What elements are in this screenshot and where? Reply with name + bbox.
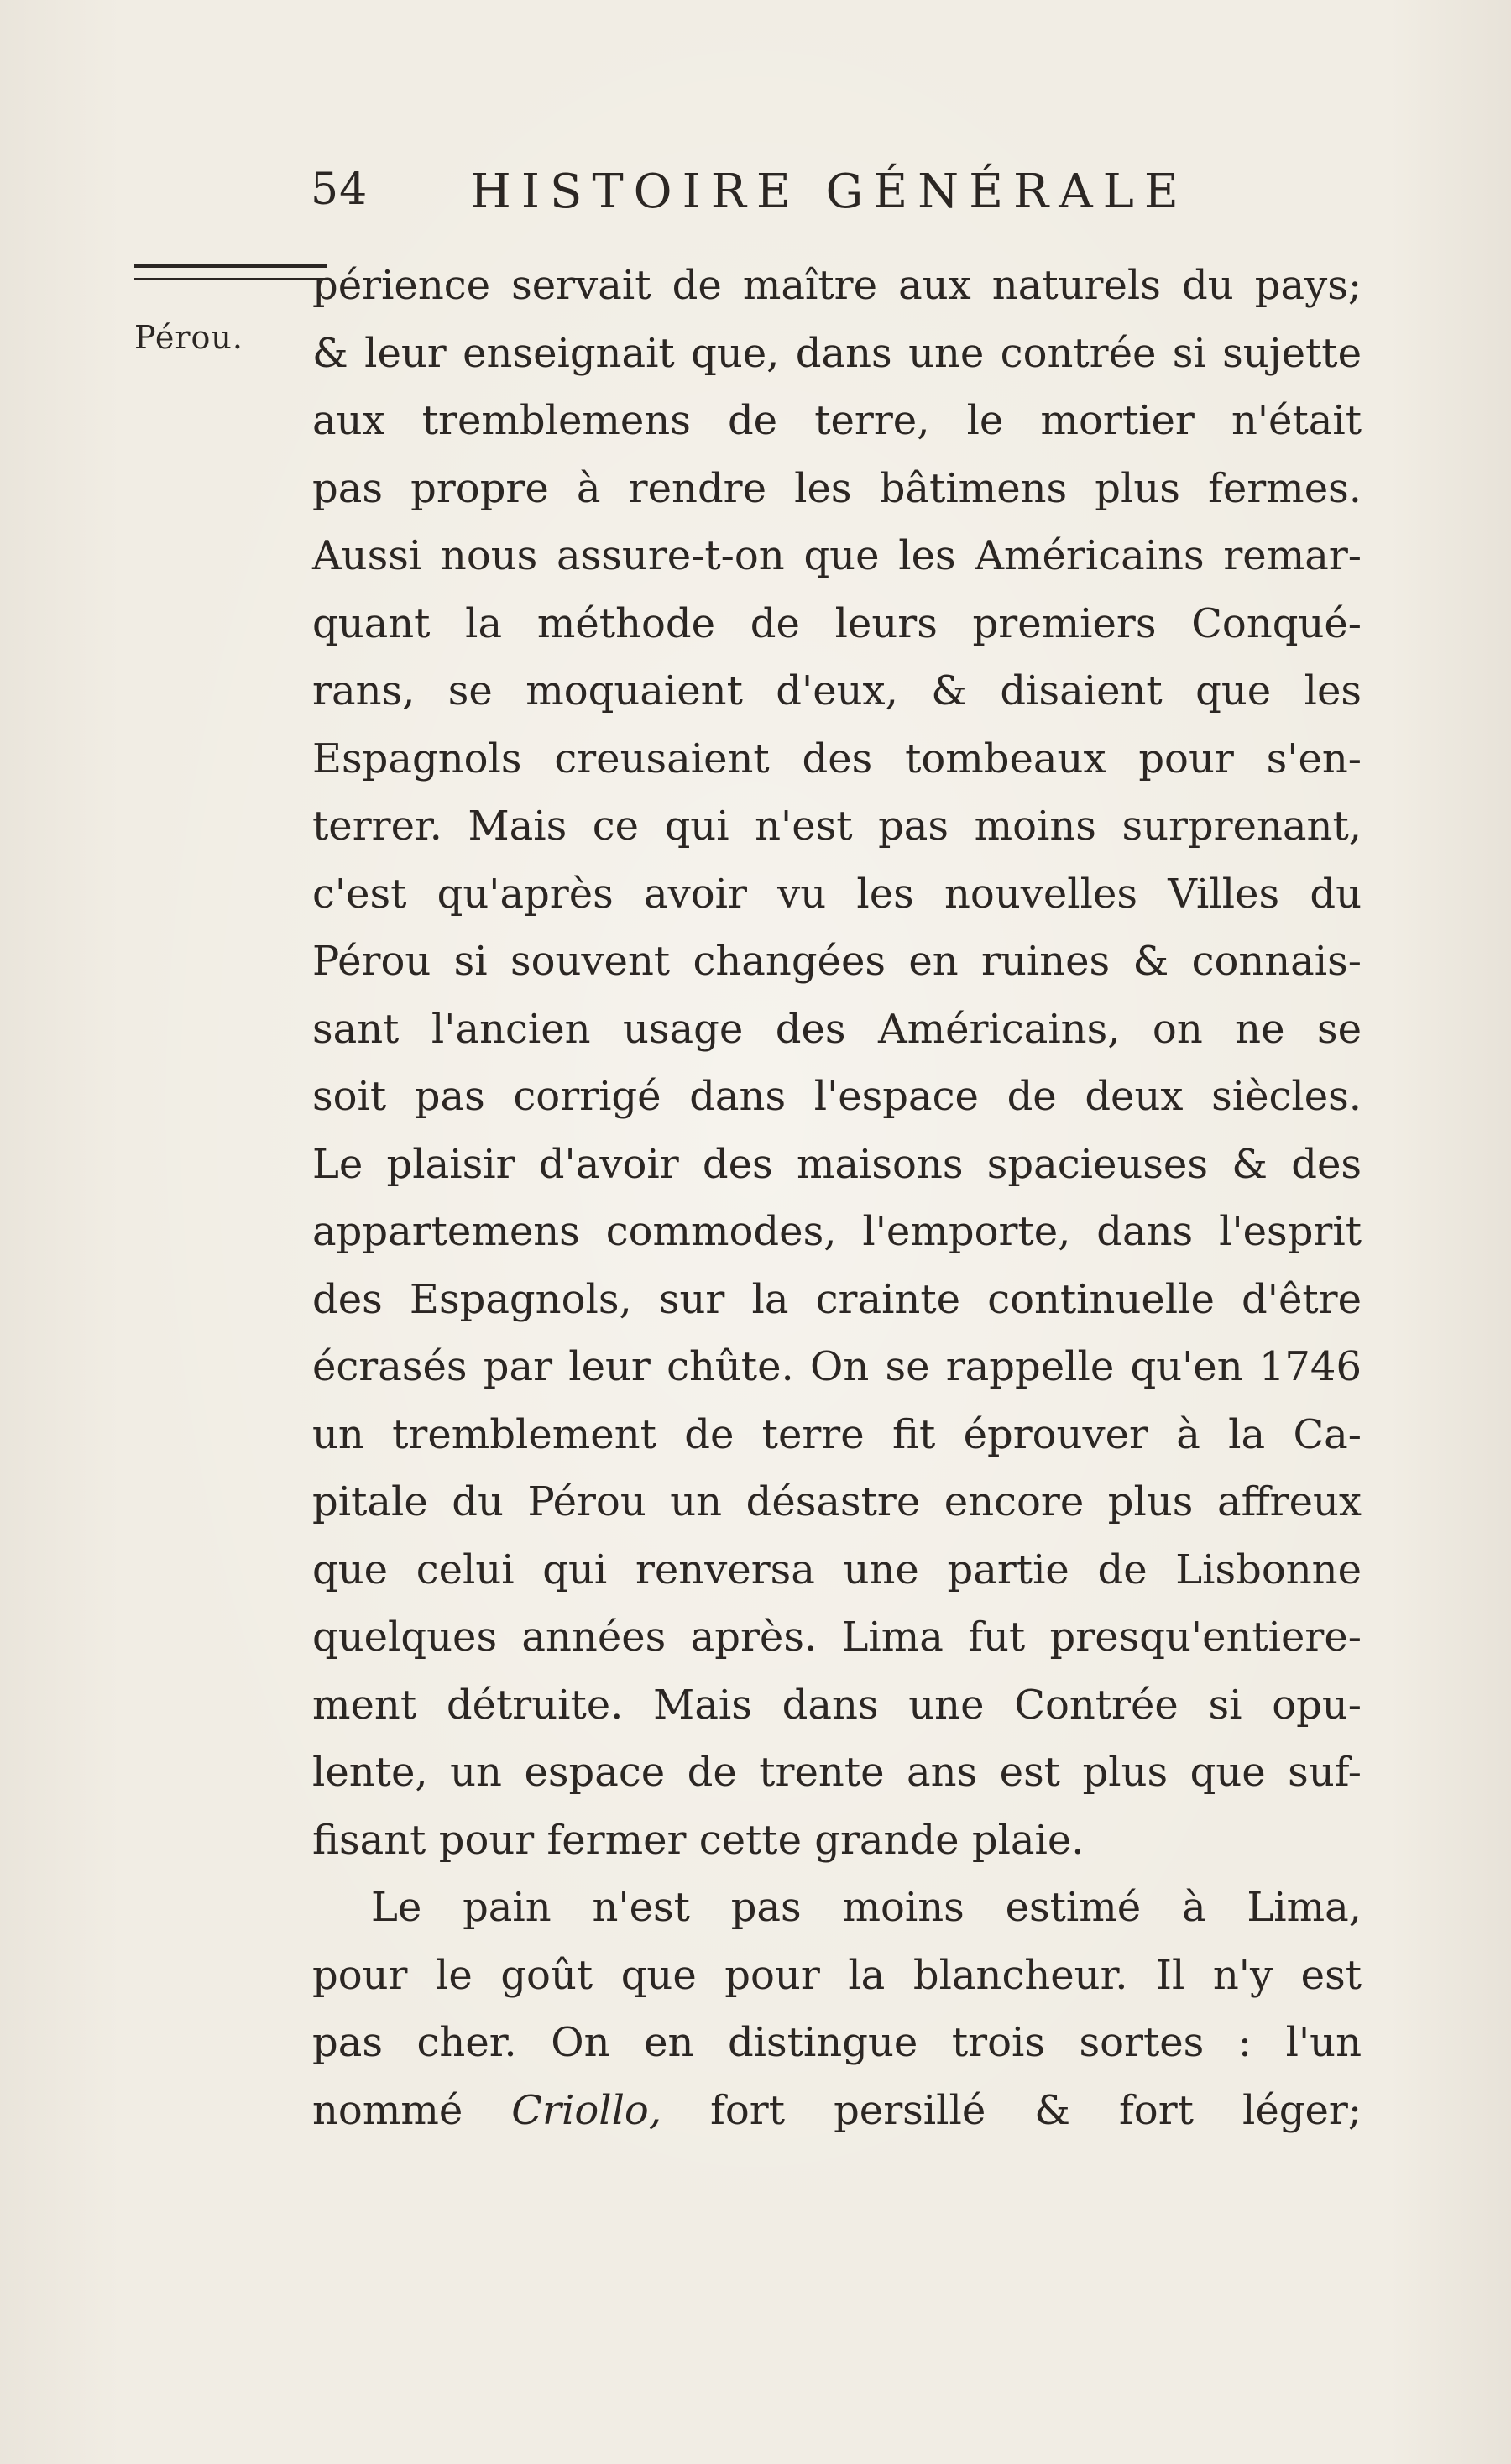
running-title: HISTOIRE GÉNÉRALE [470, 165, 1189, 219]
page-number: 54 [311, 165, 369, 215]
text-line: Espagnols creusaient des tombeaux pour s'en- [312, 735, 1362, 782]
text-line: pour le goût que pour la blancheur. Il n'y est [312, 1951, 1362, 1999]
text-line: Pérou si souvent changées en ruines & connais- [312, 938, 1362, 985]
margin-note: Pérou. [134, 319, 243, 356]
body-text [312, 252, 1362, 2144]
text-line: que celui qui renversa une partie de Lisbonne [312, 1546, 1362, 1593]
text-line: appartemens commodes, l'emporte, dans l'esprit [312, 1208, 1362, 1255]
text-line: un tremblement de terre fit éprouver à la Ca- [312, 1410, 1362, 1458]
text-line: aux tremblemens de terre, le mortier n'était [312, 397, 1362, 444]
text-line: Le plaisir d'avoir des maisons spacieuses & des [312, 1140, 1362, 1188]
text-line: quelques années après. Lima fut presqu'entiere- [312, 1614, 1362, 1661]
text-line: fisant pour fermer cette grande plaie. [312, 1816, 1085, 1864]
text-line: & leur enseignait que, dans une contrée si sujette [312, 329, 1362, 377]
text-line: périence servait de maître aux naturels du pays; [312, 262, 1362, 309]
italic-word: Criollo, [511, 2086, 662, 2134]
text-line: terrer. Mais ce qui n'est pas moins surprenant, [312, 803, 1362, 850]
text-fragment: fort persillé & fort léger; [710, 2086, 1362, 2134]
text-line: Le pain n'est pas moins estimé à Lima, [371, 1884, 1362, 1931]
margin-rule [134, 264, 327, 280]
text-line: rans, se moquaient d'eux, & disaient que les [312, 667, 1362, 714]
text-line: sant l'ancien usage des Américains, on ne se [312, 1005, 1362, 1053]
text-fragment: nommé [312, 2086, 463, 2134]
text-line: c'est qu'après avoir vu les nouvelles Villes du [312, 870, 1362, 918]
text-line: ment détruite. Mais dans une Contrée si opu- [312, 1681, 1362, 1729]
text-line: soit pas corrigé dans l'espace de deux siècles. [312, 1073, 1362, 1120]
text-line: quant la méthode de leurs premiers Conqué- [312, 599, 1362, 647]
text-line: Aussi nous assure-t-on que les Américains remar- [312, 532, 1362, 579]
text-line-mixed [312, 2077, 1362, 2145]
text-line: lente, un espace de trente ans est plus que suf- [312, 1749, 1362, 1796]
text-line: pas cher. On en distingue trois sortes : l'un [312, 2019, 1362, 2066]
text-line: pitale du Pérou un désastre encore plus affreux [312, 1478, 1362, 1525]
text-line: des Espagnols, sur la crainte continuelle d'être [312, 1275, 1362, 1323]
page-header [311, 165, 1217, 240]
text-line: pas propre à rendre les bâtimens plus fermes. [312, 464, 1362, 512]
text-line: écrasés par leur chûte. On se rappelle qu'en 1746 [312, 1343, 1362, 1390]
